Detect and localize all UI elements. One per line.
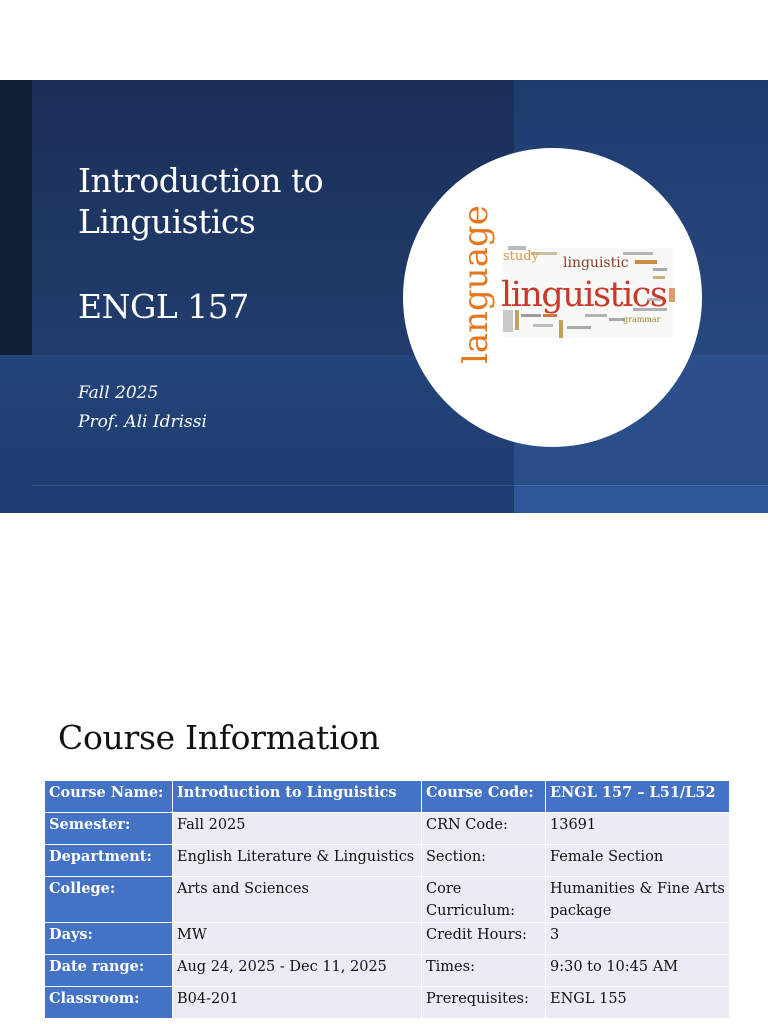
row-label: Classroom: <box>45 987 173 1019</box>
row-value: English Literature & Linguistics <box>173 845 422 877</box>
row-value: Fall 2025 <box>173 813 422 845</box>
row-value: Arts and Sciences <box>173 877 422 923</box>
row-value: ENGL 155 <box>546 987 730 1019</box>
row-value: 3 <box>546 923 730 955</box>
table-row <box>45 845 730 877</box>
row-label: Core Curriculum: <box>422 877 546 923</box>
word-linguistics: linguistics <box>501 275 667 315</box>
table-row <box>45 923 730 955</box>
course-info-table <box>45 781 730 1019</box>
row-value: Introduction to Linguistics <box>173 781 422 813</box>
table-row <box>45 781 730 813</box>
row-label: Prerequisites: <box>422 987 546 1019</box>
row-value: ENGL 157 – L51/L52 <box>546 781 730 813</box>
slide-bg-panel <box>0 485 514 513</box>
row-value: Female Section <box>546 845 730 877</box>
row-label: Credit Hours: <box>422 923 546 955</box>
word-linguistic: linguistic <box>563 255 629 271</box>
row-label: Course Code: <box>422 781 546 813</box>
row-label: Course Name: <box>45 781 173 813</box>
row-label: College: <box>45 877 173 923</box>
slide-title-line: Introduction to <box>78 161 324 200</box>
instructor-label: Prof. Ali Idrissi <box>78 412 207 432</box>
table-row <box>45 877 730 923</box>
word-cloud-image <box>403 148 702 447</box>
row-label: CRN Code: <box>422 813 546 845</box>
row-value: 13691 <box>546 813 730 845</box>
word-grammar: grammar <box>623 315 661 324</box>
slide-title-line: Linguistics <box>78 202 256 241</box>
word-language: language <box>456 205 496 364</box>
row-value: 9:30 to 10:45 AM <box>546 955 730 987</box>
slide-divider <box>32 485 768 486</box>
row-label: Section: <box>422 845 546 877</box>
table-row <box>45 955 730 987</box>
slide-subtitle <box>78 379 207 437</box>
row-value: Humanities & Fine Arts package <box>546 877 730 923</box>
title-slide <box>0 80 768 513</box>
row-label: Semester: <box>45 813 173 845</box>
linguistics-word-cloud-icon <box>403 148 702 447</box>
course-info-heading: Course Information <box>58 718 380 757</box>
table-row <box>45 813 730 845</box>
term-label: Fall 2025 <box>78 383 159 403</box>
row-label: Department: <box>45 845 173 877</box>
course-code-title: ENGL 157 <box>78 287 249 326</box>
row-label: Days: <box>45 923 173 955</box>
table-row <box>45 987 730 1019</box>
slide-title <box>78 160 398 242</box>
row-label: Times: <box>422 955 546 987</box>
row-value: MW <box>173 923 422 955</box>
row-value: B04-201 <box>173 987 422 1019</box>
row-label: Date range: <box>45 955 173 987</box>
slide-bg-panel <box>514 485 768 513</box>
row-value: Aug 24, 2025 - Dec 11, 2025 <box>173 955 422 987</box>
word-study: study <box>503 249 539 264</box>
